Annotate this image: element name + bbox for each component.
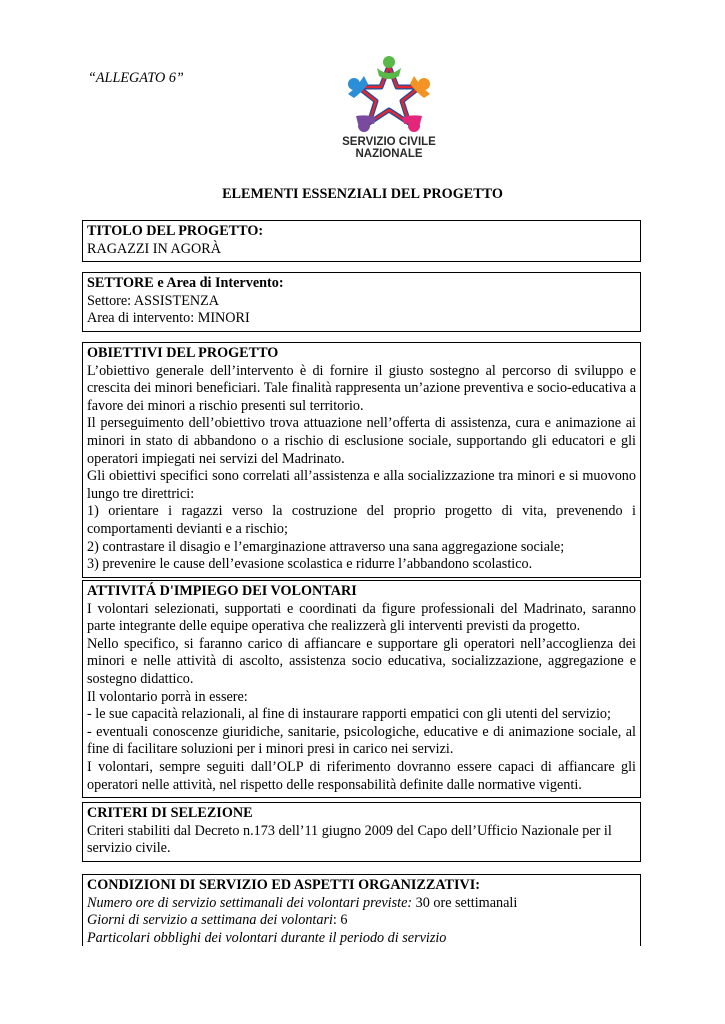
attivita-paragraph: I volontari selezionati, supportati e coordinati da figure professionali del Madrinato, saranno parte integrante delle equipe operativa che realizzerà gli interventi previsti da progetto. bbox=[87, 600, 636, 635]
titolo-value: RAGAZZI IN AGORÀ bbox=[87, 240, 221, 257]
star-people-icon bbox=[344, 54, 434, 134]
attivita-heading: ATTIVITÁ D'IMPIEGO DEI VOLONTARI bbox=[87, 583, 357, 599]
condizioni-section bbox=[82, 874, 641, 946]
obiettivi-section bbox=[82, 342, 641, 578]
obiettivi-paragraph: 1) orientare i ragazzi verso la costruzione del proprio progetto di vita, prevenendo i comportamenti devianti e a rischio; bbox=[87, 503, 636, 537]
settore-section bbox=[82, 272, 641, 332]
giorni-label: Giorni di servizio a settimana dei volontari bbox=[87, 912, 333, 929]
attivita-section bbox=[82, 580, 641, 798]
criteri-heading: CRITERI DI SELEZIONE bbox=[87, 805, 253, 821]
criteri-paragraph: Criteri stabiliti dal Decreto n.173 dell’11 giugno 2009 del Capo dell’Ufficio Nazionale per il servizio civile. bbox=[87, 822, 612, 857]
giorni-value: : 6 bbox=[332, 912, 348, 929]
settore-line: Settore: ASSISTENZA bbox=[87, 292, 220, 309]
titolo-section bbox=[82, 220, 641, 262]
obiettivi-paragraph: 3) prevenire le cause dell’evasione scolastica e ridurre l’abbandono scolastico. bbox=[87, 556, 533, 573]
ore-value: 30 ore settimanali bbox=[412, 894, 518, 911]
servizio-civile-logo bbox=[330, 54, 448, 164]
giorni-line bbox=[87, 912, 636, 930]
attivita-paragraph: I volontari, sempre seguiti dall’OLP di riferimento dovranno essere capaci di affiancare gli operatori nelle attività, nel rispetto delle responsabilità definite dalle normative vigenti. bbox=[87, 758, 636, 793]
titolo-heading: TITOLO DEL PROGETTO: bbox=[87, 223, 264, 239]
allegato-label: “ALLEGATO 6” bbox=[88, 70, 184, 86]
settore-heading bbox=[87, 275, 636, 293]
attivita-paragraph: Il volontario porrà in essere: bbox=[87, 688, 248, 705]
settore-heading-bold: SETTORE bbox=[87, 275, 154, 291]
attivita-paragraph: Nello specifico, si faranno carico di affiancare e supportare gli operatori nell’accoglienza dei minori e nelle attività di ascolto, assistenza socio educativa, socializzazione, aggregazione e sostegno didattico. bbox=[87, 635, 636, 687]
attivita-paragraph: - eventuali conoscenze giuridiche, sanitarie, psicologiche, educative e di animazione sociale, al fine di facilitare soluzioni per i minori presi in carico nei servizi. bbox=[87, 723, 636, 758]
logo-text-line1: SERVIZIO CIVILE bbox=[342, 136, 436, 148]
obiettivi-paragraph: Gli obiettivi specifici sono correlati all’assistenza e alla socializzazione tra minori e si muovono lungo tre direttrici: bbox=[87, 468, 636, 502]
obiettivi-paragraph: 2) contrastare il disagio e l’emarginazione attraverso una sana aggregazione sociale; bbox=[87, 538, 565, 555]
area-line: Area di intervento: MINORI bbox=[87, 310, 250, 327]
ore-line bbox=[87, 895, 636, 913]
obiettivi-paragraph: Il perseguimento dell’obiettivo trova attuazione nell’offerta di assistenza, cura e animazione ai minori in stato di abbandono o a rischio di esclusione sociale, supportando gli educatori e gli operatori impiegati nei servizi del Madrinato. bbox=[87, 415, 636, 467]
condizioni-heading: CONDIZIONI DI SERVIZIO ED ASPETTI ORGANIZZATIVI: bbox=[87, 877, 481, 893]
attivita-paragraph: - le sue capacità relazionali, al fine di instaurare rapporti empatici con gli utenti del servizio; bbox=[87, 706, 611, 723]
logo-text-line2: NAZIONALE bbox=[355, 148, 423, 160]
criteri-section bbox=[82, 802, 641, 862]
ore-label: Numero ore di servizio settimanali dei volontari previste: bbox=[87, 894, 413, 911]
obiettivi-heading: OBIETTIVI DEL PROGETTO bbox=[87, 345, 279, 361]
document-title: ELEMENTI ESSENZIALI DEL PROGETTO bbox=[222, 186, 503, 202]
obiettivi-paragraph: L’obiettivo generale dell’intervento è di fornire il giusto sostegno al percorso di sviluppo e crescita dei minori beneficiari. Tale finalità rappresenta un’azione preventiva e socio-educativa a favore dei minori a rischio presenti sul territorio. bbox=[87, 362, 636, 414]
settore-heading-rest: e Area di Intervento: bbox=[153, 275, 284, 291]
obblighi-label: Particolari obblighi dei volontari durante il periodo di servizio bbox=[87, 929, 447, 946]
